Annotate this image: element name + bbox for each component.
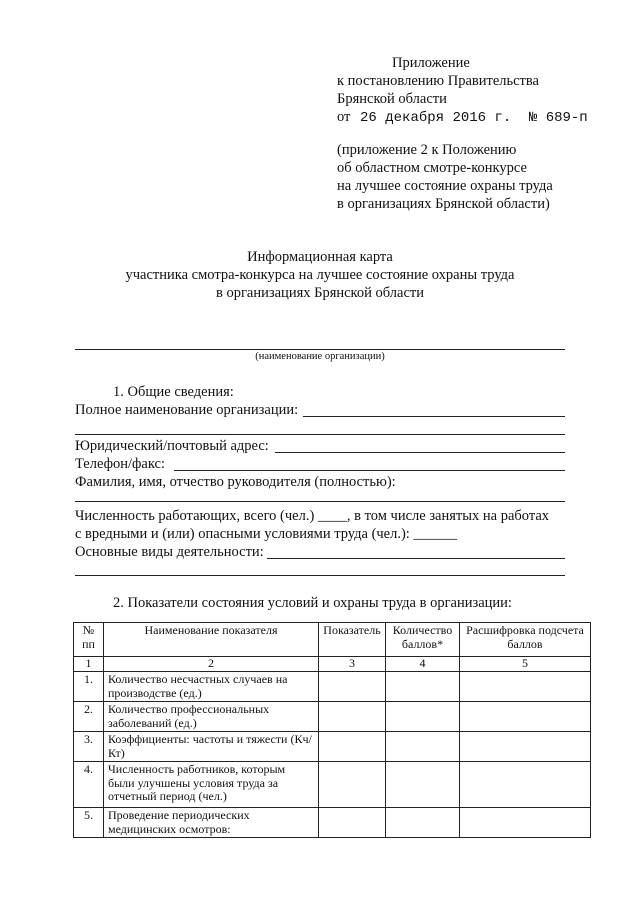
date-prefix: от [337,109,351,125]
document-subtitle-1: участника смотра-конкурса на лучшее состояние охраны труда [125,267,515,283]
full-name-field-cont[interactable] [75,434,565,435]
appendix-decree-line: к постановлению Правительства [337,73,539,89]
activities-label: Основные виды деятельности: [75,544,264,560]
decree-date-line [337,108,588,127]
org-name-caption: (наименование организации) [255,351,385,362]
row-indicator: Количество профессиональных заболеваний (ед.) [104,702,319,732]
decree-date: 26 декабря 2016 г. [360,110,512,126]
appendix-region-line: Брянской области [337,91,447,107]
director-label: Фамилия, имя, отчество руководителя (полностью): [75,474,396,490]
decree-number: № 689-п [528,110,588,126]
col-number: 3 [319,657,386,672]
row-number: 4. [74,762,104,808]
row-details-cell[interactable] [460,762,591,808]
col-number: 1 [74,657,104,672]
row-points-cell[interactable] [386,732,460,762]
col-number: 5 [460,657,591,672]
org-name-rule [75,349,565,350]
headcount-line-1: Численность работающих, всего (чел.) ____, в том числе занятых на работах [75,508,550,524]
phone-field[interactable] [174,470,565,471]
ref-line-4: в организациях Брянской области) [337,196,550,212]
row-value-cell[interactable] [319,762,386,808]
row-value-cell[interactable] [319,808,386,838]
table-header-row [74,623,591,657]
row-indicator: Коэффициенты: частоты и тяжести (Кч/Кт) [104,732,319,762]
row-number: 1. [74,672,104,702]
table-row [74,702,591,732]
ref-line-1: (приложение 2 к Положению [337,142,517,158]
row-indicator: Количество несчастных случаев на производстве (ед.) [104,672,319,702]
row-points-cell[interactable] [386,702,460,732]
table-row [74,762,591,808]
full-name-field[interactable] [303,416,565,417]
section1-heading: 1. Общие сведения: [113,384,234,400]
appendix-label: Приложение [392,55,470,71]
ref-line-2: об областном смотре-конкурсе [337,160,527,176]
row-value-cell[interactable] [319,732,386,762]
header-num: № пп [74,623,104,657]
document-title: Информационная карта [247,249,393,265]
row-number: 3. [74,732,104,762]
row-details-cell[interactable] [460,672,591,702]
row-points-cell[interactable] [386,672,460,702]
header-points: Количество баллов* [386,623,460,657]
document-subtitle-2: в организациях Брянской области [216,285,424,301]
address-field[interactable] [275,452,565,453]
row-value-cell[interactable] [319,702,386,732]
row-number: 5. [74,808,104,838]
header-value: Показатель [319,623,386,657]
address-label: Юридический/почтовый адрес: [75,438,269,454]
row-number: 2. [74,702,104,732]
row-value-cell[interactable] [319,672,386,702]
col-number: 2 [104,657,319,672]
row-details-cell[interactable] [460,732,591,762]
headcount-line-2: с вредными и (или) опасными условиями труда (чел.): ______ [75,526,457,542]
director-field[interactable] [75,501,565,502]
ref-line-3: на лучшее состояние охраны труда [337,178,553,194]
table-row [74,732,591,762]
section2-heading: 2. Показатели состояния условий и охраны труда в организации: [113,595,512,611]
table-row [74,808,591,838]
indicators-table [73,622,591,838]
full-name-label: Полное наименование организации: [75,402,299,418]
activities-field[interactable] [267,558,565,559]
table-row [74,672,591,702]
row-points-cell[interactable] [386,808,460,838]
header-name: Наименование показателя [104,623,319,657]
activities-field-cont[interactable] [75,575,565,576]
column-numbers-row [74,657,591,672]
col-number: 4 [386,657,460,672]
row-indicator: Численность работников, которым были улучшены условия труда за отчетный период (чел.) [104,762,319,808]
row-indicator: Проведение периодических медицинских осмотров: [104,808,319,838]
row-points-cell[interactable] [386,762,460,808]
header-details: Расшифровка подсчета баллов [460,623,591,657]
row-details-cell[interactable] [460,808,591,838]
row-details-cell[interactable] [460,702,591,732]
phone-label: Телефон/факс: [75,456,166,472]
